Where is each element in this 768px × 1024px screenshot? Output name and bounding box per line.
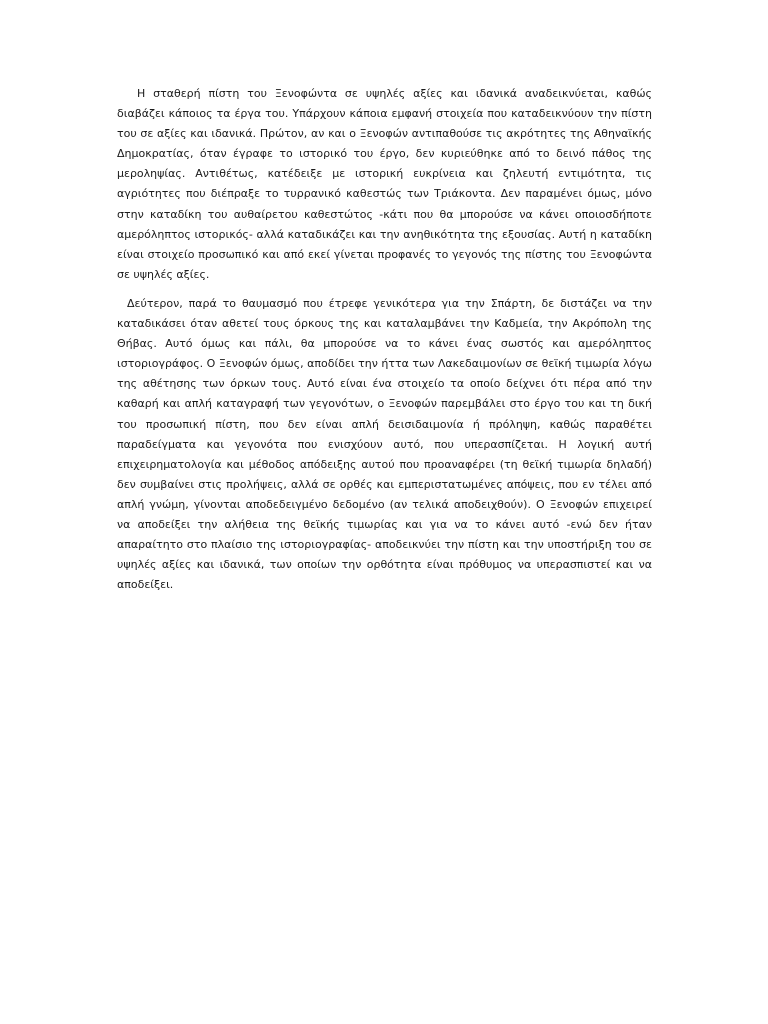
document-body — [117, 84, 652, 604]
paragraph-2: Δεύτερον, παρά το θαυμασμό που έτρεφε γενικότερα για την Σπάρτη, δε διστάζει να την καταδικάσει όταν αθετεί τους όρκους της και καταλαμβάνει την Καδμεία, την Ακρόπολη της Θήβας. Αυτό όμως και πάλι, θα μπορούσε να το κάνει ένας σωστός και αμερόληπτος ιστοριογράφος. Ο Ξενοφών όμως, αποδίδει την ήττα των Λακεδαιμονίων σε θεϊκή τιμωρία λόγω της αθέτησης των όρκων τους. Αυτό είναι ένα στοιχείο τα οποίο δείχνει ότι πέρα από την καθαρή και απλή καταγραφή των γεγονότων, ο Ξενοφών παρεμβάλει στο έργο του και τη δική του προσωπική πίστη, που δεν είναι απλή δεισιδαιμονία ή πρόληψη, καθώς παραθέτει παραδείγματα και γεγονότα που ενισχύουν αυτό, που υπερασπίζεται. Η λογική αυτή επιχειρηματολογία και μέθοδος απόδειξης αυτού που προαναφέρει (τη θεϊκή τιμωρία δηλαδή) δεν συμβαίνει στις προλήψεις, αλλά σε ορθές και εμπεριστατωμένες απόψεις, που εν τέλει από απλή γνώμη, γίνονται αποδεδειγμένο δεδομένο (αν τελικά αποδειχθούν). Ο Ξενοφών επιχειρεί να αποδείξει την αλήθεια της θεϊκής τιμωρίας και για να το κάνει αυτό -ενώ δεν ήταν απαραίτητο στο πλαίσιο της ιστοριογραφίας- αποδεικνύει την πίστη και την υποστήριξη του σε υψηλές αξίες και ιδανικά, των οποίων την ορθότητα είναι πρόθυμος να υπερασπιστεί και να αποδείξει. — [117, 296, 652, 592]
paragraph-1: Η σταθερή πίστη του Ξενοφώντα σε υψηλές αξίες και ιδανικά αναδεικνύεται, καθώς διαβάζει κάποιος τα έργα του. Υπάρχουν κάποια εμφανή στοιχεία που καταδεικνύουν την πίστη του σε αξίες και ιδανικά. Πρώτον, αν και ο Ξενοφών αντιπαθούσε τις ακρότητες της Αθηναϊκής Δημοκρατίας, όταν έγραφε το ιστορικό του έργο, δεν κυριεύθηκε από το δεινό πάθος της μεροληψίας. Αντιθέτως, κατέδειξε με ιστορική ευκρίνεια και ζηλευτή εντιμότητα, τις αγριότητες που διέπραξε το τυρρανικό καθεστώς των Τριάκοντα. Δεν παραμένει όμως, μόνο στην καταδίκη του αυθαίρετου καθεστώτος -κάτι που θα μπορούσε να κάνει οποιοσδήποτε αμερόληπτος ιστορικός- αλλά καταδικάζει και την ανηθικότητα της εξουσίας. Αυτή η καταδίκη είναι στοιχείο προσωπικό και από εκεί γίνεται προφανές το γεγονός της πίστης του Ξενοφώντα σε υψηλές αξίες. — [117, 87, 652, 281]
